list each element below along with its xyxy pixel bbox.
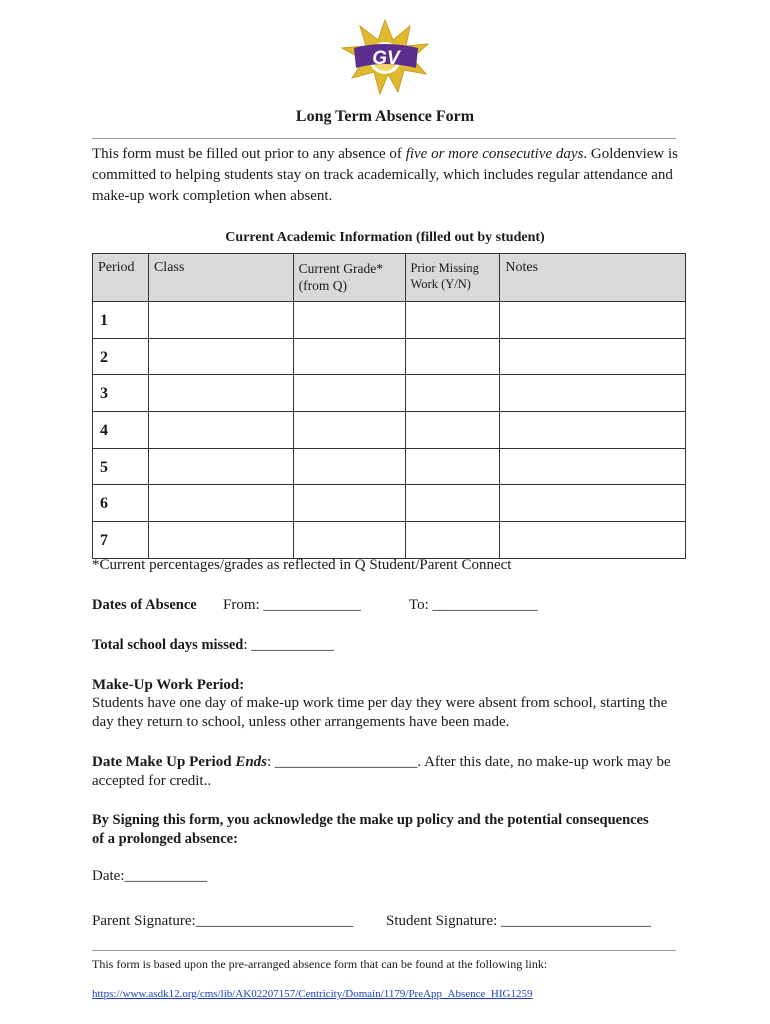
source-form-link[interactable]: https://www.asdk12.org/cms/lib/AK02207157/Centricity/Domain/1179/PreApp_Absence_HIG1259 xyxy=(92,988,533,1000)
class-cell[interactable] xyxy=(148,302,293,339)
notes-cell[interactable] xyxy=(500,375,686,412)
class-cell[interactable] xyxy=(148,448,293,485)
class-cell[interactable] xyxy=(148,412,293,449)
academic-info-table xyxy=(92,253,686,559)
grade-cell[interactable] xyxy=(293,522,405,559)
missing-work-cell[interactable] xyxy=(405,338,500,375)
grade-cell[interactable] xyxy=(293,412,405,449)
table-row xyxy=(93,448,686,485)
table-row xyxy=(93,338,686,375)
absence-to-field[interactable]: To: ______________ xyxy=(409,597,538,613)
table-row xyxy=(93,412,686,449)
makeup-body: Students have one day of make-up work time per day they were absent from school, starting the day they return to school, unless other arrangements have been made. xyxy=(92,695,668,730)
class-cell[interactable] xyxy=(148,338,293,375)
missing-work-cell[interactable] xyxy=(405,412,500,449)
header-notes: Notes xyxy=(500,254,686,302)
period-number: 5 xyxy=(93,448,149,485)
makeup-end-field[interactable]: : ___________________. After this date, no make-up work may be accepted for credit.. xyxy=(92,754,671,789)
grade-cell[interactable] xyxy=(293,448,405,485)
acknowledgement-statement: By Signing this form, you acknowledge the make up policy and the potential consequences of a prolonged absence: xyxy=(92,812,649,847)
period-number: 2 xyxy=(93,338,149,375)
academic-table-caption: Current Academic Information (filled out by student) xyxy=(225,230,545,245)
period-number: 7 xyxy=(93,522,149,559)
total-days-missed xyxy=(92,637,334,654)
table-row xyxy=(93,485,686,522)
total-days-field[interactable]: : ___________ xyxy=(243,637,334,653)
grade-cell[interactable] xyxy=(293,338,405,375)
parent-signature-field[interactable]: Parent Signature:_____________________ xyxy=(92,913,354,929)
grade-cell[interactable] xyxy=(293,302,405,339)
missing-work-cell[interactable] xyxy=(405,448,500,485)
grade-cell[interactable] xyxy=(293,485,405,522)
period-number: 6 xyxy=(93,485,149,522)
header-period: Period xyxy=(93,254,149,302)
makeup-end-date: Date Make Up Period Ends: ___________________. After this date, no make-up work may be accepted for credit.. xyxy=(92,754,671,789)
student-signature-field[interactable]: Student Signature: ____________________ xyxy=(386,913,651,929)
goldenview-logo xyxy=(338,18,432,98)
grade-cell[interactable] xyxy=(293,375,405,412)
intro-emphasis: five or more consecutive days xyxy=(405,146,584,162)
header-class: Class xyxy=(148,254,293,302)
grade-footnote: *Current percentages/grades as reflected in Q Student/Parent Connect xyxy=(92,557,512,573)
period-number: 1 xyxy=(93,302,149,339)
notes-cell[interactable] xyxy=(500,485,686,522)
dates-of-absence-label: Dates of Absence xyxy=(92,597,197,613)
header-prior-missing-work: Prior Missing Work (Y/N) xyxy=(405,254,500,302)
table-row xyxy=(93,522,686,559)
header-current-grade: Current Grade* (from Q) xyxy=(293,254,405,302)
period-number: 3 xyxy=(93,375,149,412)
notes-cell[interactable] xyxy=(500,412,686,449)
logo-text: GV xyxy=(372,48,400,69)
missing-work-cell[interactable] xyxy=(405,302,500,339)
intro-paragraph: This form must be filled out prior to any absence of five or more consecutive days. Goldenview is committed to helping students stay on track academically, which includes regular attendance and make-up work completion when absent. xyxy=(92,146,678,204)
missing-work-cell[interactable] xyxy=(405,485,500,522)
title-divider xyxy=(92,138,676,139)
period-number: 4 xyxy=(93,412,149,449)
total-days-label: Total school days missed xyxy=(92,637,244,653)
makeup-heading: Make-Up Work Period: xyxy=(92,677,245,693)
footer-note: This form is based upon the pre-arranged absence form that can be found at the following link: xyxy=(92,957,548,971)
form-title: Long Term Absence Form xyxy=(295,108,475,125)
absence-from-field[interactable]: From: _____________ xyxy=(223,597,361,613)
table-row xyxy=(93,375,686,412)
notes-cell[interactable] xyxy=(500,338,686,375)
notes-cell[interactable] xyxy=(500,448,686,485)
class-cell[interactable] xyxy=(148,375,293,412)
notes-cell[interactable] xyxy=(500,522,686,559)
class-cell[interactable] xyxy=(148,522,293,559)
date-field[interactable]: Date:___________ xyxy=(92,868,207,884)
table-header-row xyxy=(93,254,686,302)
class-cell[interactable] xyxy=(148,485,293,522)
table-row xyxy=(93,302,686,339)
footer-divider xyxy=(92,950,676,951)
missing-work-cell[interactable] xyxy=(405,375,500,412)
notes-cell[interactable] xyxy=(500,302,686,339)
missing-work-cell[interactable] xyxy=(405,522,500,559)
